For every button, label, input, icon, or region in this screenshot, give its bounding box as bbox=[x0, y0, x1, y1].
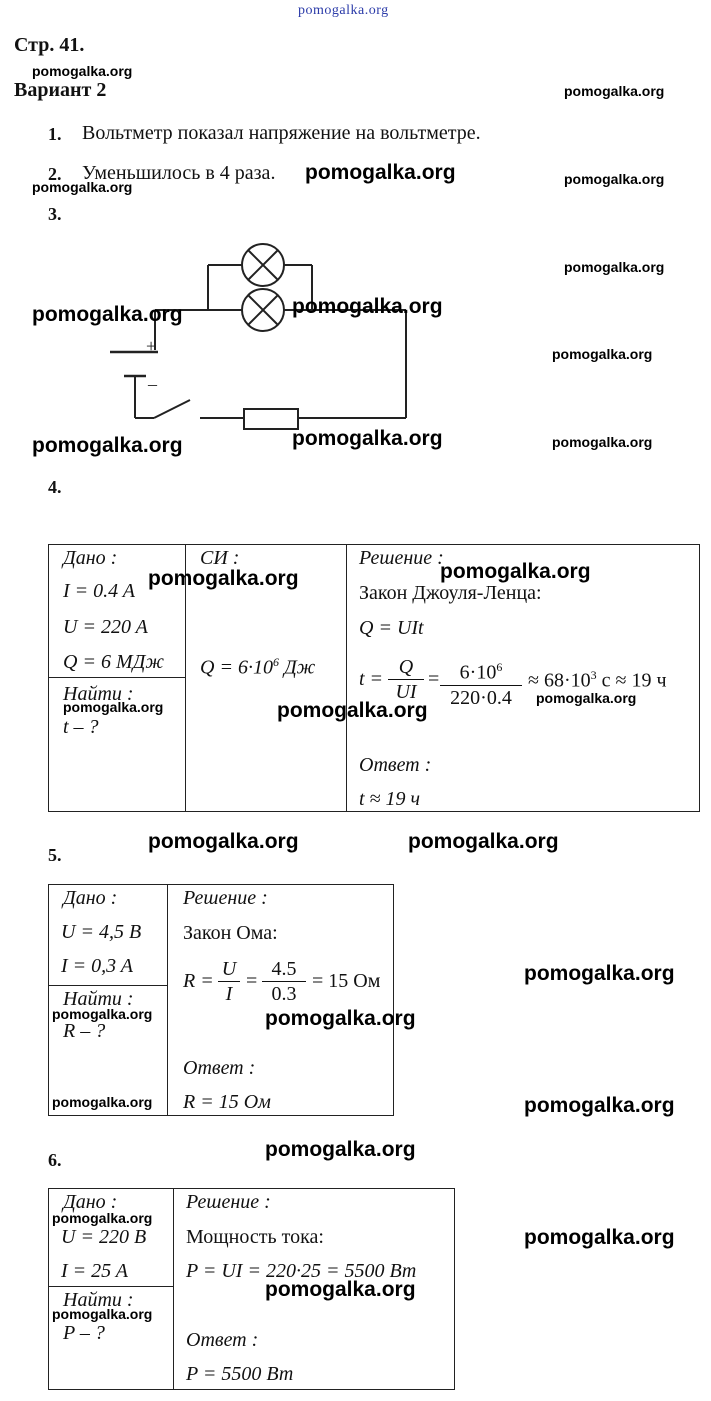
task4-si-label: СИ : bbox=[200, 547, 240, 569]
task4-eq: = bbox=[428, 668, 440, 690]
task6-given-voltage: U = 220 В bbox=[61, 1226, 147, 1248]
watermark: pomogalka.org bbox=[52, 1210, 153, 1226]
task4-given-voltage: U = 220 A bbox=[63, 616, 148, 638]
task5-frac2-den: 0.3 bbox=[271, 983, 297, 1005]
watermark: pomogalka.org bbox=[536, 690, 637, 706]
resistor-icon bbox=[244, 409, 298, 429]
watermark: pomogalka.org bbox=[148, 567, 299, 590]
task4-formula: Q = UIt bbox=[359, 617, 424, 639]
q4-number: 4. bbox=[48, 477, 62, 497]
task5-find-label: Найти : bbox=[63, 988, 134, 1010]
task4-find: t – ? bbox=[63, 716, 99, 738]
watermark: pomogalka.org bbox=[265, 1278, 416, 1301]
task6-find-label: Найти : bbox=[63, 1289, 134, 1311]
task4-frac2-num: $6\cdot 10^6$ bbox=[459, 660, 503, 684]
watermark: pomogalka.org bbox=[292, 295, 443, 318]
task5-frac2-num: 4.5 bbox=[271, 958, 297, 980]
watermark: pomogalka.org bbox=[32, 179, 133, 195]
watermark: pomogalka.org bbox=[265, 1138, 416, 1161]
task5-r-eq: R = bbox=[183, 970, 214, 992]
task5-find: R – ? bbox=[63, 1020, 106, 1042]
watermark: pomogalka.org bbox=[32, 303, 183, 326]
q6-number: 6. bbox=[48, 1150, 62, 1170]
task4-frac2 bbox=[438, 655, 524, 710]
task6-answer-label: Ответ : bbox=[186, 1329, 259, 1351]
q2-number: 2. bbox=[48, 164, 62, 184]
watermark: pomogalka.org bbox=[52, 1094, 153, 1110]
task6-formula: P = UI = 220·25 = 5500 Вт bbox=[186, 1260, 417, 1282]
q1-number: 1. bbox=[48, 124, 62, 144]
task4-result: ≈ $68\cdot 10^3$ с ≈ 19 ч bbox=[528, 668, 667, 692]
watermark: pomogalka.org bbox=[524, 1226, 675, 1249]
watermark: pomogalka.org bbox=[552, 434, 653, 450]
task6-find: P – ? bbox=[63, 1322, 105, 1344]
task5-divider bbox=[48, 985, 168, 986]
watermark: pomogalka.org bbox=[305, 161, 456, 184]
task4-frac2-den: 220·0.4 bbox=[450, 686, 512, 709]
watermark: pomogalka.org bbox=[564, 83, 665, 99]
task5-frac1-den: I bbox=[225, 983, 233, 1005]
task6-solution-label: Решение : bbox=[186, 1191, 271, 1213]
watermark: pomogalka.org bbox=[277, 699, 428, 722]
watermark: pomogalka.org bbox=[32, 63, 133, 79]
watermark: pomogalka.org bbox=[552, 346, 653, 362]
task4-frac1 bbox=[386, 655, 426, 704]
task4-law: Закон Джоуля-Ленца: bbox=[359, 582, 542, 604]
q2-answer: Уменьшилось в 4 раза. bbox=[82, 162, 276, 184]
page-number: Стр. 41. bbox=[14, 34, 85, 56]
lamp-icon bbox=[242, 244, 284, 286]
task6-divider bbox=[173, 1188, 174, 1390]
task6-given-current: I = 25 A bbox=[61, 1260, 129, 1282]
task6-law: Мощность тока: bbox=[186, 1226, 324, 1248]
watermark: pomogalka.org bbox=[524, 962, 675, 985]
task6-given-label: Дано : bbox=[63, 1191, 118, 1213]
task5-given-current: I = 0,3 A bbox=[61, 955, 134, 977]
watermark: pomogalka.org bbox=[408, 830, 559, 853]
task4-frac1-num: Q bbox=[398, 656, 414, 678]
watermark: pomogalka.org bbox=[440, 560, 591, 583]
q3-number: 3. bbox=[48, 204, 62, 224]
battery-minus-label: – bbox=[148, 374, 157, 394]
task4-divider bbox=[48, 677, 186, 678]
watermark: pomogalka.org bbox=[265, 1007, 416, 1030]
task4-si-value: $Q = 6\cdot 10^6$ Дж bbox=[200, 655, 316, 679]
task4-frac1-den: UI bbox=[395, 681, 417, 703]
q1-answer: Вольтметр показал напряжение на вольтметре. bbox=[82, 122, 481, 144]
task5-frac2 bbox=[260, 957, 308, 1006]
task4-find-label: Найти : bbox=[63, 683, 134, 705]
task4-solution-label: Решение : bbox=[359, 547, 444, 569]
task5-answer: R = 15 Ом bbox=[183, 1091, 271, 1113]
task4-given-label: Дано : bbox=[63, 547, 118, 569]
task6-answer: P = 5500 Вт bbox=[186, 1363, 294, 1385]
watermark: pomogalka.org bbox=[524, 1094, 675, 1117]
task5-frac1 bbox=[216, 957, 242, 1006]
task4-answer-label: Ответ : bbox=[359, 754, 432, 776]
watermark: pomogalka.org bbox=[148, 830, 299, 853]
task4-given-current: I = 0.4 A bbox=[63, 580, 136, 602]
task5-solution-label: Решение : bbox=[183, 887, 268, 909]
q5-number: 5. bbox=[48, 845, 62, 865]
task5-given-label: Дано : bbox=[63, 887, 118, 909]
task4-answer: t ≈ 19 ч bbox=[359, 788, 421, 810]
task4-t-eq: t = bbox=[359, 668, 384, 690]
battery-plus-label: + bbox=[146, 336, 157, 356]
task5-given-voltage: U = 4,5 В bbox=[61, 921, 142, 943]
task5-frac1-num: U bbox=[221, 958, 237, 980]
task4-divider bbox=[346, 544, 347, 812]
watermark: pomogalka.org bbox=[564, 259, 665, 275]
watermark: pomogalka.org bbox=[52, 1306, 153, 1322]
task5-divider bbox=[167, 884, 168, 1116]
task5-result: = 15 Ом bbox=[312, 970, 381, 992]
watermark: pomogalka.org bbox=[564, 171, 665, 187]
task5-law: Закон Ома: bbox=[183, 922, 278, 944]
watermark: pomogalka.org bbox=[32, 434, 183, 457]
watermark: pomogalka.org bbox=[52, 1006, 153, 1022]
task5-answer-label: Ответ : bbox=[183, 1057, 256, 1079]
watermark: pomogalka.org bbox=[63, 699, 164, 715]
task4-given-heat: Q = 6 МДж bbox=[63, 651, 164, 673]
variant-title: Вариант 2 bbox=[14, 79, 107, 101]
task5-eq: = bbox=[246, 970, 258, 992]
watermark: pomogalka.org bbox=[292, 427, 443, 450]
task6-divider bbox=[48, 1286, 174, 1287]
lamp-icon bbox=[242, 289, 284, 331]
top-watermark: pomogalka.org bbox=[298, 3, 389, 18]
